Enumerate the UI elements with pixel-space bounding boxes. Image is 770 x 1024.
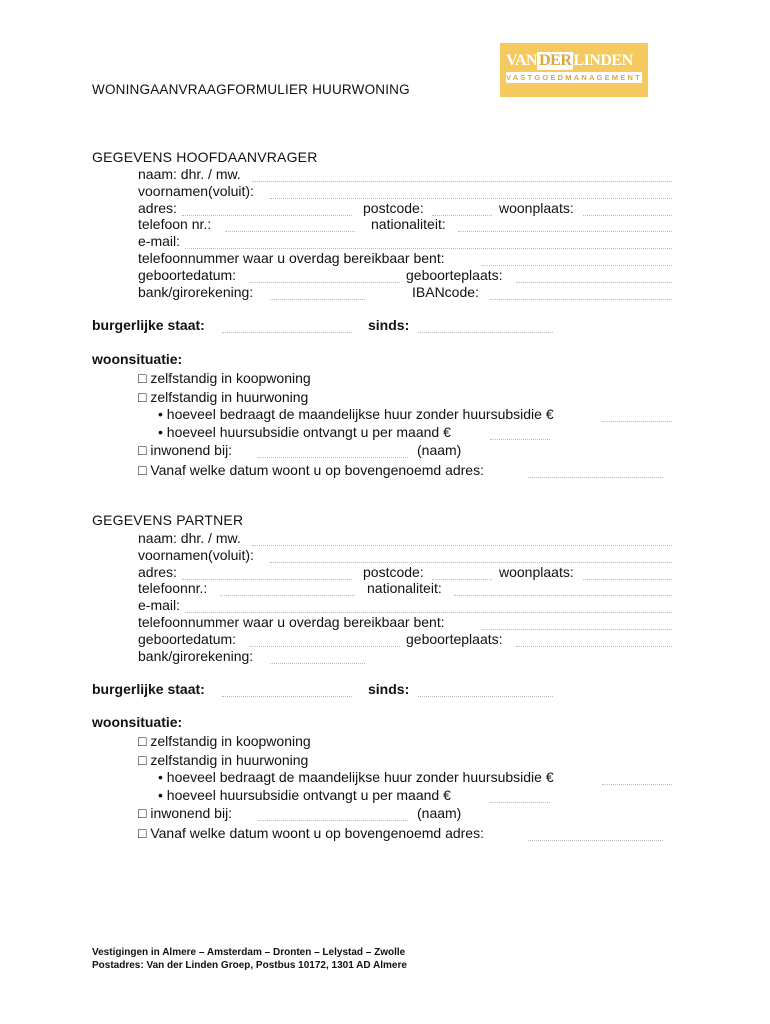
label-partner-email: e-mail:	[138, 597, 181, 613]
label-partner-huursubsidie: • hoeveel huursubsidie ontvangt u per maand €	[158, 787, 451, 803]
option-koopwoning[interactable]: □ zelfstandig in koopwoning	[138, 370, 311, 386]
field-partner-adres[interactable]	[182, 579, 352, 580]
logo-word-linden: LINDEN	[573, 52, 633, 69]
option-partner-huurwoning[interactable]: □ zelfstandig in huurwoning	[138, 752, 309, 768]
field-vanaf-datum[interactable]	[528, 477, 663, 478]
field-partner-naam[interactable]	[252, 545, 672, 546]
field-sinds[interactable]	[418, 332, 553, 333]
field-partner-sinds[interactable]	[418, 696, 553, 697]
footer-postadres: Postadres: Van der Linden Groep, Postbus 10172, 1301 AD Almere	[92, 960, 407, 971]
field-nationaliteit[interactable]	[458, 231, 672, 232]
label-geboortedatum: geboortedatum:	[138, 267, 237, 283]
field-geboortedatum[interactable]	[250, 282, 400, 283]
label-email: e-mail:	[138, 233, 181, 249]
logo-tagline: VASTGOEDMANAGEMENT	[506, 73, 642, 82]
label-huursubsidie: • hoeveel huursubsidie ontvangt u per maand €	[158, 424, 451, 440]
field-partner-email[interactable]	[185, 612, 672, 613]
label-partner-geboortedatum: geboortedatum:	[138, 631, 237, 647]
label-partner-huur-bedrag: • hoeveel bedraagt de maandelijkse huur zonder huursubsidie €	[158, 769, 554, 785]
logo-word-van: VAN	[506, 52, 538, 69]
field-partner-huur-bedrag[interactable]	[602, 784, 672, 785]
form-title: WONINGAANVRAAGFORMULIER HUURWONING	[92, 82, 410, 97]
label-woonsituatie: woonsituatie:	[92, 351, 183, 367]
label-telefoon-overdag: telefoonnummer waar u overdag bereikbaar bent:	[138, 250, 445, 266]
field-burgerlijke-staat[interactable]	[222, 332, 352, 333]
field-iban[interactable]	[490, 299, 672, 300]
label-naam: naam: dhr. / mw.	[138, 166, 241, 182]
field-partner-telefoon-overdag[interactable]	[482, 629, 672, 630]
option-partner-inwonend[interactable]: □ inwonend bij:	[138, 805, 233, 821]
label-huur-bedrag: • hoeveel bedraagt de maandelijkse huur zonder huursubsidie €	[158, 406, 554, 422]
field-voornamen[interactable]	[270, 198, 672, 199]
field-partner-nationaliteit[interactable]	[454, 595, 672, 596]
field-partner-geboorteplaats[interactable]	[516, 646, 672, 647]
label-partner-burgerlijke-staat: burgerlijke staat:	[92, 681, 205, 697]
label-woonplaats: woonplaats:	[499, 200, 574, 216]
option-partner-vanaf-datum[interactable]: □ Vanaf welke datum woont u op bovengenoemd adres:	[138, 825, 484, 841]
label-bankrekening: bank/girorekening:	[138, 284, 254, 300]
logo-word-der: DER	[539, 52, 572, 69]
label-burgerlijke-staat: burgerlijke staat:	[92, 317, 205, 333]
label-voornamen: voornamen(voluit):	[138, 183, 254, 199]
field-partner-bankrekening[interactable]	[270, 663, 365, 664]
label-partner-adres: adres:	[138, 564, 177, 580]
field-partner-telefoon[interactable]	[220, 595, 355, 596]
field-partner-burgerlijke-staat[interactable]	[222, 696, 352, 697]
field-partner-vanaf-datum[interactable]	[528, 840, 663, 841]
option-partner-koopwoning[interactable]: □ zelfstandig in koopwoning	[138, 733, 311, 749]
option-inwonend[interactable]: □ inwonend bij:	[138, 442, 233, 458]
label-partner-geboorteplaats: geboorteplaats:	[406, 631, 503, 647]
label-partner-voornamen: voornamen(voluit):	[138, 547, 254, 563]
label-partner-sinds: sinds:	[368, 681, 410, 697]
field-huur-bedrag[interactable]	[602, 421, 672, 422]
field-woonplaats[interactable]	[583, 215, 672, 216]
footer-vestigingen: Vestigingen in Almere – Amsterdam – Dronten – Lelystad – Zwolle	[92, 947, 406, 958]
field-naam[interactable]	[252, 181, 672, 182]
section-heading-partner: GEGEVENS PARTNER	[92, 512, 244, 528]
field-partner-huursubsidie[interactable]	[490, 802, 550, 803]
field-telefoon[interactable]	[225, 231, 355, 232]
label-nationaliteit: nationaliteit:	[371, 216, 446, 232]
label-postcode: postcode:	[363, 200, 424, 216]
label-geboorteplaats: geboorteplaats:	[406, 267, 503, 283]
label-partner-woonsituatie: woonsituatie:	[92, 714, 183, 730]
label-naam-hint: (naam)	[417, 442, 462, 458]
label-partner-telefoon-overdag: telefoonnummer waar u overdag bereikbaar bent:	[138, 614, 445, 630]
label-sinds: sinds:	[368, 317, 410, 333]
label-partner-postcode: postcode:	[363, 564, 424, 580]
section-heading-main: GEGEVENS HOOFDAANVRAGER	[92, 149, 318, 165]
label-partner-bankrekening: bank/girorekening:	[138, 648, 254, 664]
field-bankrekening[interactable]	[270, 299, 365, 300]
company-logo	[500, 43, 648, 97]
option-huurwoning[interactable]: □ zelfstandig in huurwoning	[138, 389, 309, 405]
label-iban: IBANcode:	[412, 284, 479, 300]
field-partner-geboortedatum[interactable]	[250, 646, 400, 647]
label-partner-woonplaats: woonplaats:	[499, 564, 574, 580]
label-partner-nationaliteit: nationaliteit:	[367, 580, 442, 596]
field-partner-inwonend[interactable]	[258, 820, 408, 821]
field-inwonend[interactable]	[258, 457, 408, 458]
field-telefoon-overdag[interactable]	[482, 265, 672, 266]
label-partner-telefoon: telefoonnr.:	[138, 580, 208, 596]
option-vanaf-datum[interactable]: □ Vanaf welke datum woont u op bovengenoemd adres:	[138, 462, 484, 478]
label-telefoon: telefoon nr.:	[138, 216, 212, 232]
label-adres: adres:	[138, 200, 177, 216]
field-geboorteplaats[interactable]	[516, 282, 672, 283]
label-partner-naam: naam: dhr. / mw.	[138, 530, 241, 546]
label-partner-naam-hint: (naam)	[417, 805, 462, 821]
field-huursubsidie[interactable]	[490, 439, 550, 440]
field-partner-woonplaats[interactable]	[583, 579, 672, 580]
field-partner-voornamen[interactable]	[270, 562, 672, 563]
field-email[interactable]	[185, 248, 672, 249]
